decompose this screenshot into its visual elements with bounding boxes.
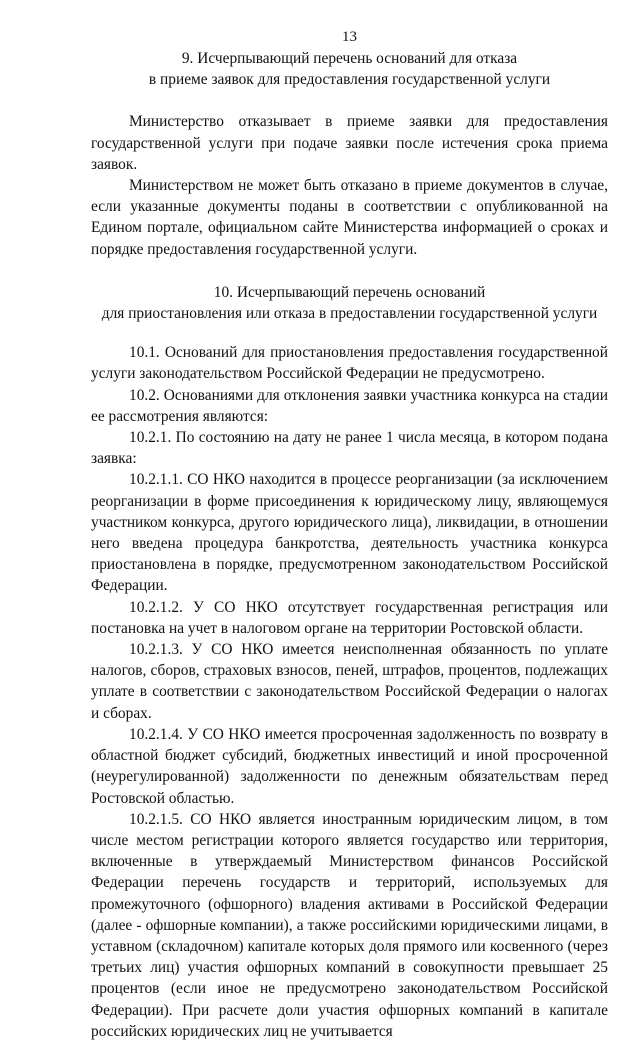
section-10-heading-line-1: 10. Исчерпывающий перечень оснований (213, 283, 486, 301)
paragraph-10-2-1-4: 10.2.1.4. У СО НКО имеется просроченная задолженность по возврату в областной бюджет субсидий, бюджетных инвестиций и иной просроченной (неурегулированной) задолженности по денежным обязательствам перед Ростовской областью. (91, 725, 608, 807)
section-9-paragraph-2: Министерством не может быть отказано в приеме документов в случае, если указанные документы поданы в соответствии с опубликованной на Едином портале, официальном сайте Министерства информацией о сроках и порядке предоставления государственной услуги. (91, 177, 608, 258)
page-number: 13 (342, 29, 357, 45)
spacer (91, 260, 608, 282)
section-9-heading-line-1: 9. Исчерпывающий перечень оснований для отказа (181, 50, 518, 67)
document-body (91, 48, 608, 1042)
paragraph-10-2-1-2: 10.2.1.2. У СО НКО отсутствует государственная регистрация или постановка на учет в налоговом органе на территории Ростовской области. (91, 598, 608, 637)
paragraph-10-2: 10.2. Основаниями для отклонения заявки участника конкурса на стадии ее рассмотрения являются: (91, 386, 608, 425)
paragraph-10-2-1-1: 10.2.1.1. СО НКО находится в процессе реорганизации (за исключением реорганизации в форме присоединения к юридическому лицу, являющемуся участником конкурса, другого юридического лица), ликвидации, в отношении него введена процедура банкротства, деятельность участника конкурса приостановлена в порядке, предусмотренном законодательством Российской Федерации. (91, 471, 608, 595)
spacer (91, 324, 608, 342)
section-10-heading-line-2: для приостановления или отказа в предоставлении государственной услуги (101, 305, 598, 323)
section-9-paragraph-1: Министерство отказывает в приеме заявки для предоставления государственной услуги при подаче заявки после истечения срока приема заявок. (91, 113, 608, 173)
section-10-heading (91, 282, 608, 324)
paragraph-10-2-1-3: 10.2.1.3. У СО НКО имеется неисполненная обязанность по уплате налогов, сборов, страховых взносов, пеней, штрафов, процентов, подлежащих уплате в соответствии с законодательством Российской Федерации о налогах и сборах. (91, 641, 608, 722)
paragraph-10-2-1-5: 10.2.1.5. СО НКО является иностранным юридическим лицом, в том числе местом регистрации которого является государство или территория, включенные в утверждаемый Министерством финансов Российской Федерации перечень государств и территорий, используемых для промежуточного (офшорного) владения активами в Российской Федерации (далее - офшорные компании), а также российскими юридическими лицами, в уставном (складочном) капитале которых доля прямого или косвенного (через третьих лиц) участия офшорных компаний в совокупности превышает 25 процентов (если иное не предусмотрено законодательством Российской Федерации). При расчете доли участия офшорных компаний в капитале российских юридических лиц не учитывается (91, 810, 608, 1040)
section-9-heading (91, 48, 608, 90)
paragraph-10-1: 10.1. Оснований для приостановления предоставления государственной услуги законодательством Российской Федерации не предусмотрено. (91, 344, 608, 383)
spacer (91, 90, 608, 111)
paragraph-10-2-1: 10.2.1. По состоянию на дату не ранее 1 числа месяца, в котором подана заявка: (91, 429, 608, 468)
section-9-heading-line-2: в приеме заявок для предоставления государственной услуги (148, 71, 551, 89)
document-page (91, 0, 608, 1040)
